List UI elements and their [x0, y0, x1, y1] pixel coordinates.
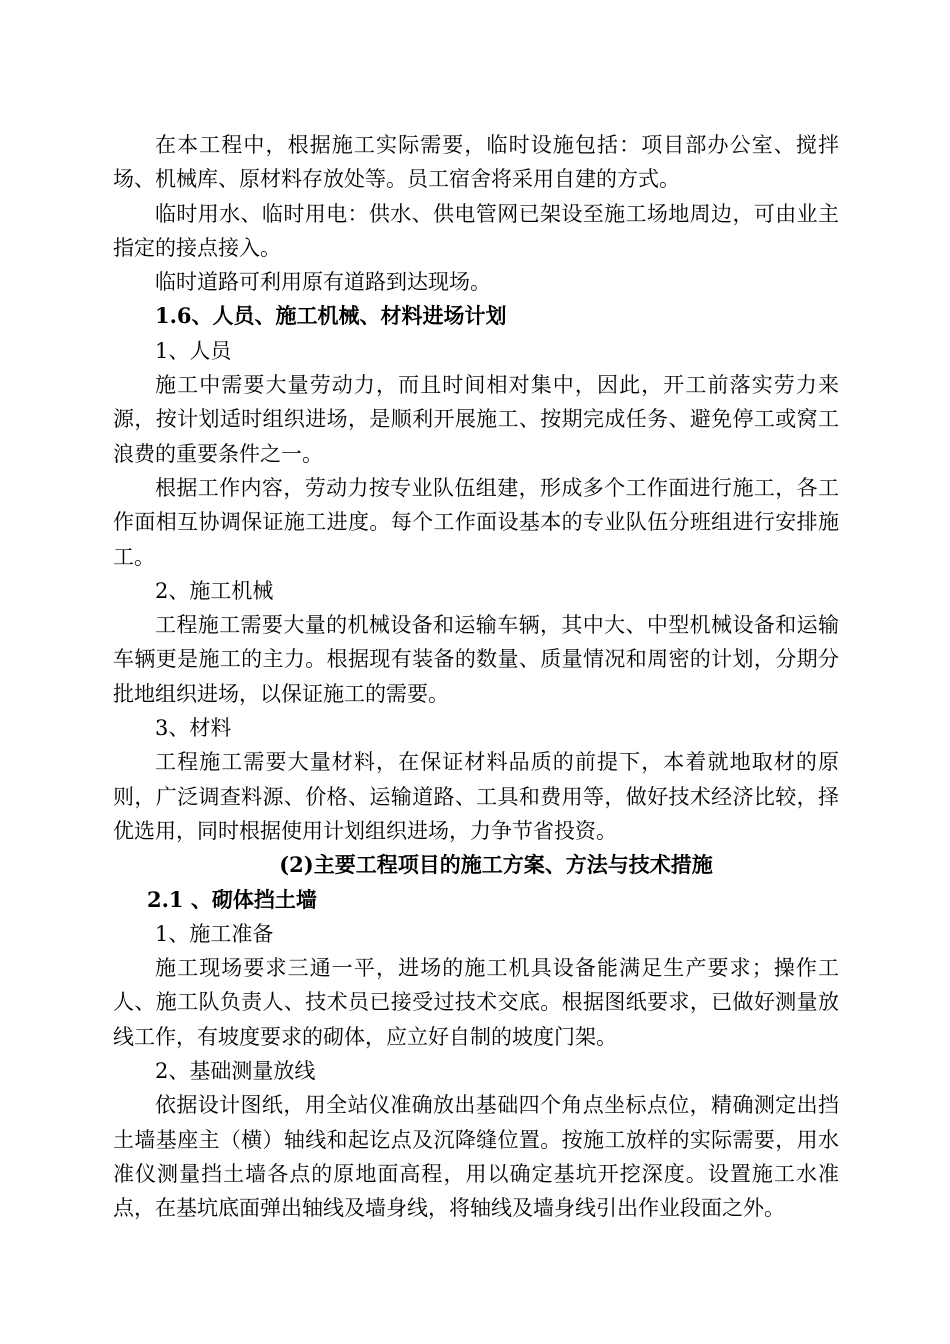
subheading-foundation-survey: 2、基础测量放线 — [155, 1059, 316, 1084]
paragraph-foundation-survey: 依据设计图纸，用全站仪准确放出基础四个角点坐标点位，精确测定出挡土墙基座主（横）轴线和起讫点及沉降缝位置。按施工放样的实际需要，用水准仪测量挡土墙各点的原地面高程，用以确定基坑开挖深度。设置施工水准点，在基坑底面弹出轴线及墙身线，将轴线及墙身线引出作业段面之外。 — [113, 1093, 839, 1221]
subheading-materials: 3、材料 — [155, 716, 232, 741]
subheading-personnel: 1、人员 — [155, 338, 232, 363]
paragraph-personnel-1: 施工中需要大量劳动力，而且时间相对集中，因此，开工前落实劳力来源，按计划适时组织进场，是顺利开展施工、按期完成任务、避免停工或窝工浪费的重要条件之一。 — [113, 373, 839, 466]
section-heading-2-1: 2.1 、砌体挡土墙 — [147, 886, 317, 912]
paragraph-materials: 工程施工需要大量材料，在保证材料品质的前提下，本着就地取材的原则，广泛调查料源、价格、运输道路、工具和费用等，做好技术经济比较，择优选用，同时根据使用计划组织进场，力争节省投资。 — [113, 750, 839, 843]
paragraph-construction-prep: 施工现场要求三通一平，进场的施工机具设备能满足生产要求；操作工人、施工队负责人、技术员已接受过技术交底。根据图纸要求，已做好测量放线工作，有坡度要求的砌体，应立好自制的坡度门架。 — [113, 956, 839, 1049]
document-page — [113, 128, 839, 1226]
paragraph-temporary-roads: 临时道路可利用原有道路到达现场。 — [155, 270, 491, 295]
chapter-heading-2: (2)主要工程项目的施工方案、方法与技术措施 — [279, 852, 713, 878]
paragraph-machinery: 工程施工需要大量的机械设备和运输车辆，其中大、中型机械设备和运输车辆更是施工的主力。根据现有装备的数量、质量情况和周密的计划，分期分批地组织进场，以保证施工的需要。 — [113, 613, 839, 706]
paragraph-water-electricity: 临时用水、临时用电：供水、供电管网已架设至施工场地周边，可由业主指定的接点接入。 — [113, 201, 839, 260]
section-heading-1-6: 1.6、人员、施工机械、材料进场计划 — [155, 303, 507, 329]
paragraph-personnel-2: 根据工作内容，劳动力按专业队伍组建，形成多个工作面进行施工，各工作面相互协调保证施工进度。每个工作面设基本的专业队伍分班组进行安排施工。 — [113, 475, 839, 569]
paragraph-temporary-facilities: 在本工程中，根据施工实际需要，临时设施包括：项目部办公室、搅拌场、机械库、原材料存放处等。员工宿舍将采用自建的方式。 — [113, 133, 839, 192]
subheading-construction-prep: 1、施工准备 — [155, 921, 274, 946]
subheading-machinery: 2、施工机械 — [155, 578, 274, 603]
